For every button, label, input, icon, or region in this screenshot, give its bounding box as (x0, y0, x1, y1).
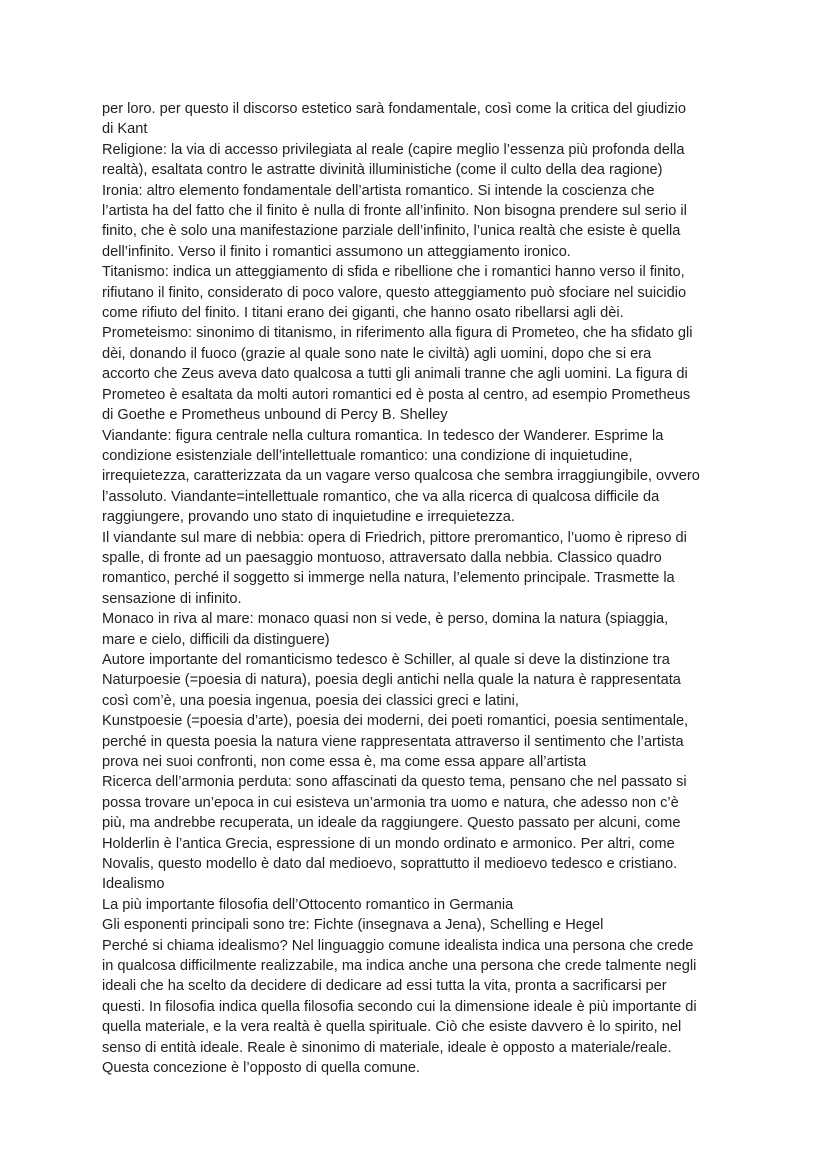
text-line: perché in questa poesia la natura viene rappresentata attraverso il sentimento che l’artista (102, 733, 684, 750)
text-line: senso di entità ideale. Reale è sinonimo di materiale, ideale è opposto a materiale/reale. (102, 1039, 672, 1056)
text-line: Titanismo: indica un atteggiamento di sfida e ribellione che i romantici hanno verso il finito, (102, 264, 685, 281)
text-line: Naturpoesie (=poesia di natura), poesia degli antichi nella quale la natura è rappresentata (102, 672, 681, 689)
text-line: mare e cielo, difficili da distinguere) (102, 631, 330, 648)
text-line: questi. In filosofia indica quella filosofia secondo cui la dimensione ideale è più importante di (102, 998, 697, 1015)
text-line: Autore importante del romanticismo tedesco è Schiller, al quale si deve la distinzione tra (102, 651, 670, 668)
text-line: dèi, donando il fuoco (grazie al quale sono nate le civiltà) agli uomini, dopo che si era (102, 345, 652, 362)
text-line: accorto che Zeus aveva dato qualcosa a tutti gli animali tranne che agli uomini. La figura di (102, 366, 688, 383)
text-line: Prometeo è esaltata da molti autori romantici ed è posta al centro, ad esempio Prometheus (102, 386, 691, 403)
text-line: realtà), esaltata contro le astratte divinità illuministiche (come il culto della dea ragione) (102, 162, 663, 179)
text-line: Religione: la via di accesso privilegiata al reale (capire meglio l’essenza più profonda della (102, 141, 685, 158)
text-line: Questa concezione è l’opposto di quella comune. (102, 1060, 421, 1077)
text-line: Kunstpoesie (=poesia d’arte), poesia dei moderni, dei poeti romantici, poesia sentimentale, (102, 713, 689, 730)
text-line: ideali che ha scelto da decidere di dedicare ad essi tutta la vita, pronta a sacrificarsi per (102, 978, 667, 995)
text-line: possa trovare un’epoca in cui esisteva un’armonia tra uomo e natura, che adesso non c’è (102, 794, 679, 811)
text-line: per loro. per questo il discorso estetico sarà fondamentale, così come la critica del giudizio (102, 101, 687, 117)
text-line: di Kant (102, 121, 148, 138)
section-heading: Idealismo (102, 876, 165, 893)
text-line: Ricerca dell’armonia perduta: sono affascinati da questo tema, pensano che nel passato si (102, 774, 687, 791)
text-line: l’assoluto. Viandante=intellettuale romantico, che va alla ricerca di qualcosa difficile da (102, 488, 660, 505)
text-line: raggiungere, provando uno stato di inquietudine e irrequietezza. (102, 509, 515, 526)
text-line: rifiutano il finito, considerato di poco valore, questo atteggiamento può sfociare nel suicidio (102, 284, 687, 301)
text-line: dell’infinito. Verso il finito i romantici assumono un atteggiamento ironico. (102, 243, 571, 260)
text-line: prova nei suoi confronti, non come essa è, ma come essa appare all’artista (102, 754, 587, 770)
text-line: più, ma andrebbe recuperata, un ideale da raggiungere. Questo passato per alcuni, come (102, 815, 681, 832)
text-line: Gli esponenti principali sono tre: Fichte (insegnava a Jena), Schelling e Hegel (102, 917, 604, 934)
text-line: sensazione di infinito. (102, 590, 242, 607)
text-line: quella materiale, e la vera realtà è quella spirituale. Ciò che esiste davvero è lo spirito, nel (102, 1019, 682, 1036)
text-line: l’artista ha del fatto che il finito è nulla di fronte all’infinito. Non bisogna prendere sul serio il (102, 203, 687, 220)
text-line: Viandante: figura centrale nella cultura romantica. In tedesco der Wanderer. Esprime la (102, 427, 664, 444)
text-line: come rifiuto del finito. I titani erano dei giganti, che hanno osato ribellarsi agli dèi. (102, 305, 624, 322)
text-line: Il viandante sul mare di nebbia: opera di Friedrich, pittore preromantico, l’uomo è ripreso di (102, 529, 687, 546)
text-line: irrequietezza, caratterizzata da un vagare verso qualcosa che sembra irraggiungibile, ovvero (102, 468, 700, 485)
text-line: Monaco in riva al mare: monaco quasi non si vede, è perso, domina la natura (spiaggia, (102, 611, 669, 628)
text-line: Novalis, questo modello è dato dal medioevo, soprattutto il medioevo tedesco e cristiano. (102, 856, 678, 873)
text-line: La più importante filosofia dell’Ottocento romantico in Germania (102, 896, 514, 913)
text-line: Ironia: altro elemento fondamentale dell’artista romantico. Si intende la coscienza che (102, 182, 655, 199)
text-line: spalle, di fronte ad un paesaggio montuoso, attraversato dalla nebbia. Classico quadro (102, 549, 662, 566)
text-line: così com’è, una poesia ingenua, poesia dei classici greci e latini, (102, 692, 519, 709)
text-line: finito, che è solo una manifestazione parziale dell’infinito, l’unica realtà che esiste è quella (102, 223, 681, 240)
document-body (102, 99, 742, 1079)
text-line: Holderlin è l’antica Grecia, espressione di un mondo ordinato e armonico. Per altri, come (102, 835, 675, 852)
text-line: Perché si chiama idealismo? Nel linguaggio comune idealista indica una persona che crede (102, 937, 694, 954)
text-line: in qualcosa difficilmente realizzabile, ma indica anche una persona che crede talmente negli (102, 958, 697, 975)
text-line: Prometeismo: sinonimo di titanismo, in riferimento alla figura di Prometeo, che ha sfidato gli (102, 325, 693, 342)
text-line: condizione esistenziale dell’intellettuale romantico: una condizione di inquietudine, (102, 447, 633, 464)
text-line: di Goethe e Prometheus unbound di Percy B. Shelley (102, 407, 448, 424)
text-line: romantico, perché il soggetto si immerge nella natura, l’elemento principale. Trasmette la (102, 570, 675, 587)
